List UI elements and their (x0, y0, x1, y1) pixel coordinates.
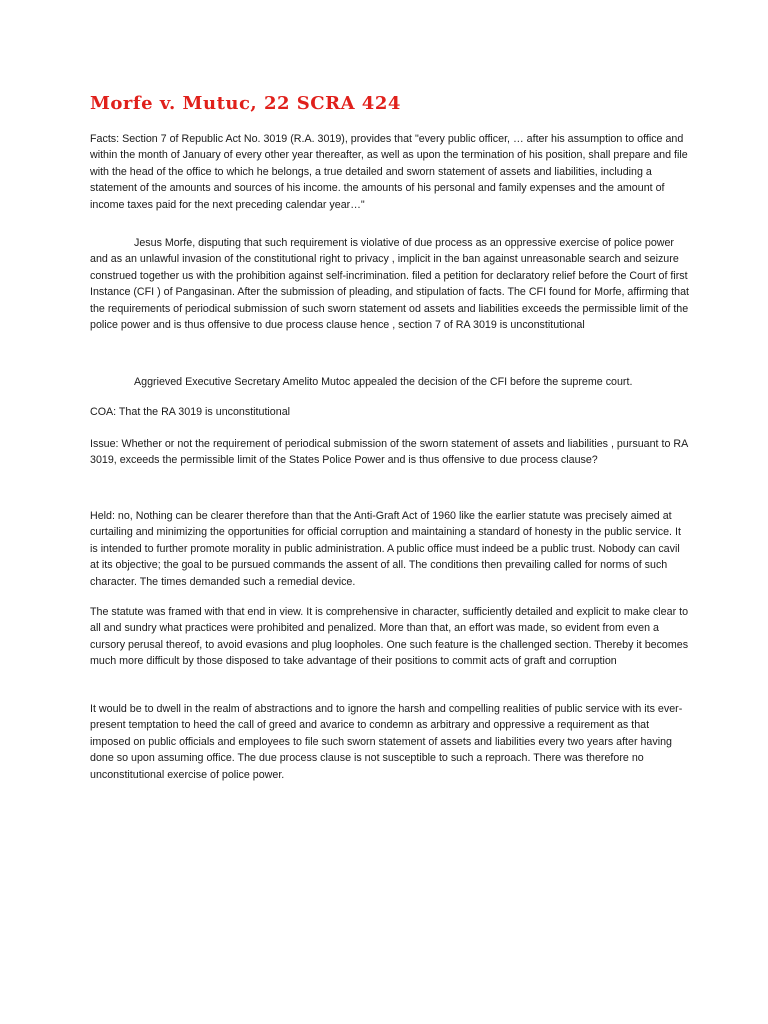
issue-paragraph: Issue: Whether or not the requirement of periodical submission of the sworn statement of assets and liabilities , pursuant to RA 3019, exceeds the permissible limit of the States Police Power and is thus offensive to due process clause? (90, 438, 688, 467)
document-title: Morfe v. Mutuc, 22 SCRA 424 (90, 93, 401, 114)
facts-paragraph: Facts: Section 7 of Republic Act No. 3019 (R.A. 3019), provides that "every public officer, … after his assumption to office and within the month of January of every other year thereafter, as well as upon the termination of his position, shall prepare and file with the head of the office to which he belongs, a true detailed and sworn statement of assets and liabilities, including a statement of the amounts and sources of his income. the amounts of his personal and family expenses and the amount of income taxes paid for the next preceding calendar year…" (90, 133, 688, 211)
coa-paragraph: COA: That the RA 3019 is unconstitutional (90, 406, 291, 418)
conclusion-paragraph: It would be to dwell in the realm of abstractions and to ignore the harsh and compelling realities of public service with its ever-present temptation to heed the call of greed and avarice to condemn as arbitrary and oppressive a requirement as that imposed on public officials and employees to file such sworn statement of assets and liabilities every two years after having done so upon assuming office. The due process clause is not susceptible to such a reproach. There was therefore no unconstitutional exercise of police power. (90, 703, 683, 781)
held-paragraph: Held: no, Nothing can be clearer therefore than that the Anti-Graft Act of 1960 like the earlier statute was precisely aimed at curtailing and minimizing the opportunities for official corruption and maintaining a standard of honesty in the public service. It is intended to further promote morality in public administration. A public office must indeed be a public trust. Nobody can cavil at its objective; the goal to be pursued commands the assent of all. The conditions then prevailing called for norms of such character. The times demanded such a remedial device. (90, 510, 681, 588)
statute-paragraph: The statute was framed with that end in view. It is comprehensive in character, sufficiently detailed and explicit to make clear to all and sundry what practices were prohibited and penalized. More than that, an effort was made, so evident from even a cursory perusal thereof, to avoid evasions and plug loopholes. One such feature is the challenged section. Thereby it becomes much more difficult by those disposed to take advantage of their positions to commit acts of graft and corruption (90, 606, 689, 668)
petition-paragraph: Jesus Morfe, disputing that such requirement is violative of due process as an oppressive exercise of police power and as an unlawful invasion of the constitutional right to privacy , implicit in the ban against unreasonable search and seizure construed together us with the prohibition against self-incrimination. filed a petition for declaratory relief before the Court of first Instance (CFI ) of Pangasinan. After the submission of pleading, and stipulation of facts. The CFI found for Morfe, affirming that the requirements of periodical submission of such sworn statement od assets and liabilities exceeds the permissible limit of the police power and is thus offensive to due process clause hence , section 7 of RA 3019 is unconstitutional (90, 237, 690, 332)
appeal-paragraph: Aggrieved Executive Secretary Amelito Mutoc appealed the decision of the CFI before the supreme court. (134, 376, 633, 388)
